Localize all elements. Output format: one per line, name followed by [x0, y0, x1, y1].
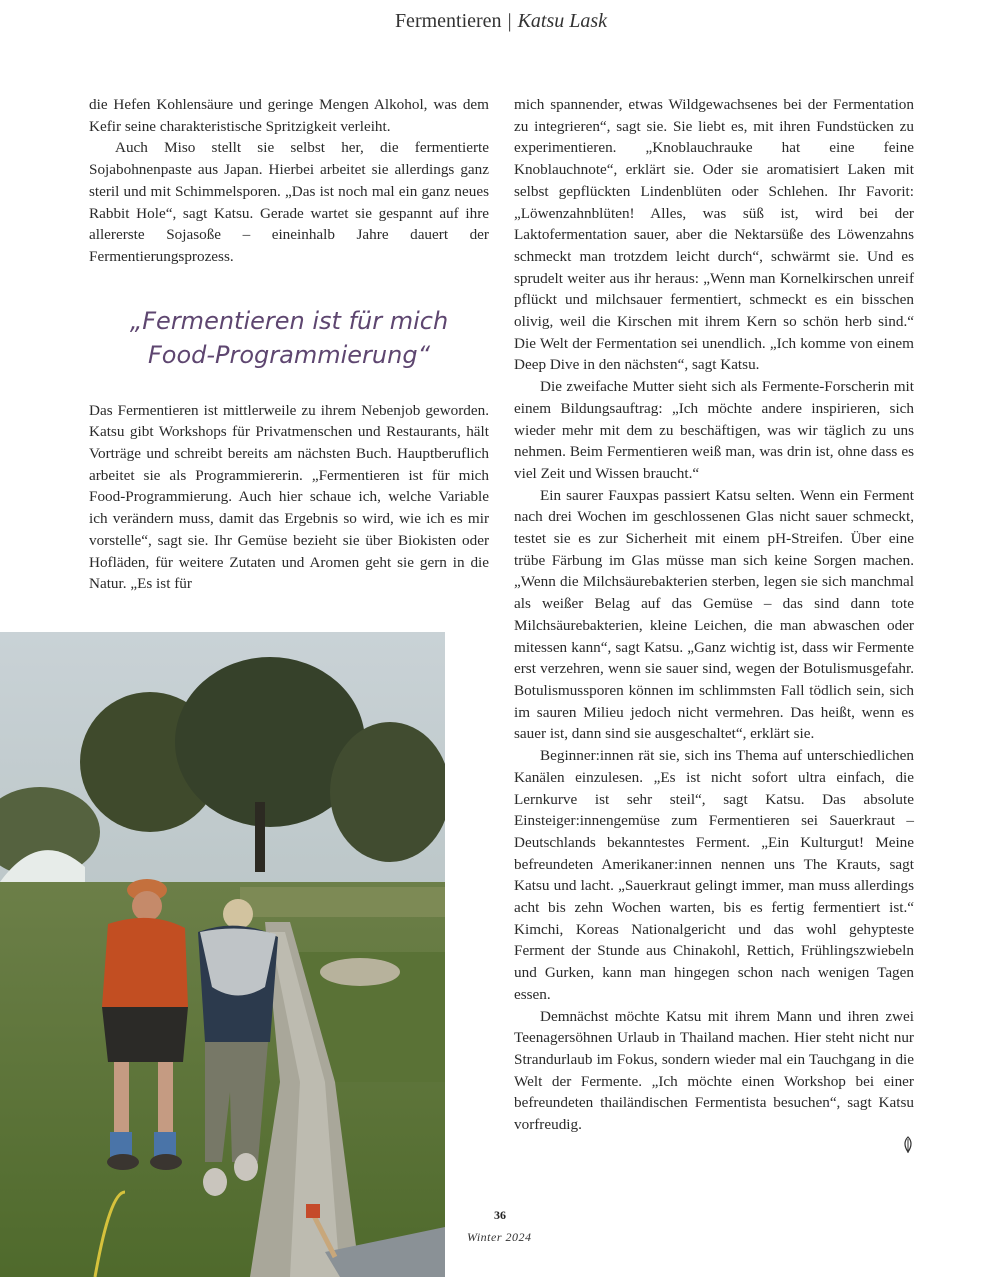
header-author: Katsu Lask	[517, 10, 608, 32]
issue-label: Winter 2024	[467, 1230, 532, 1244]
left-column	[89, 94, 489, 595]
header-section: Fermentieren	[394, 10, 502, 32]
garden-photo	[0, 632, 445, 1277]
paragraph: Ein saurer Fauxpas passiert Katsu selten. Wenn ein Ferment nach drei Wochen im geschlossenen Glas nicht sauer schmeckt, testet sie es zur Sicherheit mit einem pH-Streifen. Über eine trübe Färbung im Glas müsse man sich keine Sorgen machen. „Wenn die Milchsäurebakterien sterben, legen sie sich manchmal als weißer Belag auf das Gemüse – das sind dann tote Milchsäurebakterien, kleine Leichen, die man abwaschen oder mitessen kann“, sagt Katsu. „Ganz wichtig ist, dass wir Fermente erst verzehren, wenn sie sauer sind, wegen der Botulismusgefahr. Botulismussporen können im schlimmsten Fall tödlich sein, sich im sauren Milieu jedoch nicht vermehren. Das heißt, wenn es sauer ist, dann sind sie ausgeschaltet“, erklärt sie.	[514, 486, 914, 743]
paragraph: Das Fermentieren ist mittlerweile zu ihrem Nebenjob geworden. Katsu gibt Workshops für Privatmenschen und Restaurants, hält Vorträge und schreibt bereits am nächsten Buch. Hauptberuflich arbeitet sie als Programmiererin. „Fermentieren ist für mich Food-Programmierung. Auch hier schaue ich, welche Variable ich verändern muss, damit das Ergebnis so wird, wie ich es mir vorstelle“, sagt sie. Ihr Gemüse bezieht sie über Biokisten oder Hofläden, für weitere Zutaten und Aromen geht sie gern in die Natur. „Es ist für	[89, 401, 489, 593]
garden-scene-illustration	[0, 632, 445, 1277]
paragraph: Demnächst möchte Katsu mit ihrem Mann und ihren zwei Teenagersöhnen Urlaub in Thailand machen. Hier steht nicht nur Strandurlaub im Fokus, sondern wieder mal ein Tauchgang in die Welt der Fermente. „Ich möchte einen Workshop bei einer befreundeten thailändischen Fermentista besuchen“, sagt Katsu vorfreudig.	[514, 1007, 914, 1134]
header-separator: |	[507, 10, 512, 32]
paragraph: Die zweifache Mutter sieht sich als Fermente-Forscherin mit einem Bildungsauftrag: „Ich möchte andere inspirieren, sich wieder mehr mit dem zu beschäftigen, was wir täglich zu uns nehmen. Beim Fermentieren weiß man, was drin ist, ohne dass es viel Zeit und Wissen braucht.“	[514, 378, 914, 482]
running-header	[0, 10, 1002, 33]
paragraph: mich spannender, etwas Wildgewachsenes bei der Fermentation zu integrieren“, sagt sie. Sie liebt es, mit ihren Fundstücken zu experimentieren. „Knoblauchrauke hat eine feine Knoblauchnote“, erklärt sie. Oder sie aromatisiert Laken mit selbst gepflückten Lindenblüten oder Schlehen. Ihr Favorit: „Löwenzahnblüten! Alles, was süß ist, wird bei der Laktofermentation sauer, aber die Nektarsüße des Löwenzahns schmeckt man trotzdem leicht durch“, schwärmt sie. Und es sprudelt weiter aus ihr heraus: „Wenn man Kornelkirschen unreif pflückt und milchsauer fermentiert, schmeckt es ein bisschen olivig, weil die Kirschen mit ihrem Kern so schön herb sind.“ Die Welt der Fermentation sei unendlich. „Ich komme von einem Deep Dive in den nächsten“, sagt Katsu.	[514, 96, 914, 374]
pull-quote	[89, 304, 489, 372]
paragraph: Beginner:innen rät sie, sich ins Thema auf unterschiedlichen Kanälen einzulesen. „Es ist nicht sofort ultra einfach, die Lernkurve ist sehr steil“, sagt Katsu. Das absolute Einsteiger:innengemüse zum Fermentieren sei Sauerkraut – Deutschlands bekanntestes Ferment. „Ein Kulturgut! Meine befreundeten Amerikaner:innen nennen uns The Krauts, sagt Katsu und lacht. „Sauerkraut gelingt immer, man muss allerdings acht bis zehn Wochen warten, bis es fertig fermentiert ist.“ Kimchi, Koreas Nationalgericht und das wohl gehypteste Ferment der Stunde aus Chinakohl, Rettich, Frühlingszwiebeln und Gurken, kann man hingegen schon nach wenigen Tagen essen.	[514, 747, 914, 1003]
paragraph: Auch Miso stellt sie selbst her, die fermentierte Sojabohnenpaste aus Japan. Hierbei arbeitet sie allerdings ganz steril und mit Schimmelsporen. „Das ist noch mal ein ganz neues Rabbit Hole“, sagt Katsu. Gerade wartet sie gespannt auf ihre allererste Sojasoße – eineinhalb Jahre dauert der Fermentierungsprozess.	[89, 139, 489, 265]
pull-quote-line: Food-Programmierung“	[147, 340, 431, 369]
page-number: 36	[494, 1208, 506, 1222]
pull-quote-line: „Fermentieren ist für mich	[129, 306, 449, 335]
paragraph: die Hefen Kohlensäure und geringe Mengen Alkohol, was dem Kefir seine charakteristische Spritzigkeit verleiht.	[89, 96, 489, 135]
leaf-end-mark-icon	[901, 1136, 915, 1154]
right-column	[514, 94, 914, 1136]
